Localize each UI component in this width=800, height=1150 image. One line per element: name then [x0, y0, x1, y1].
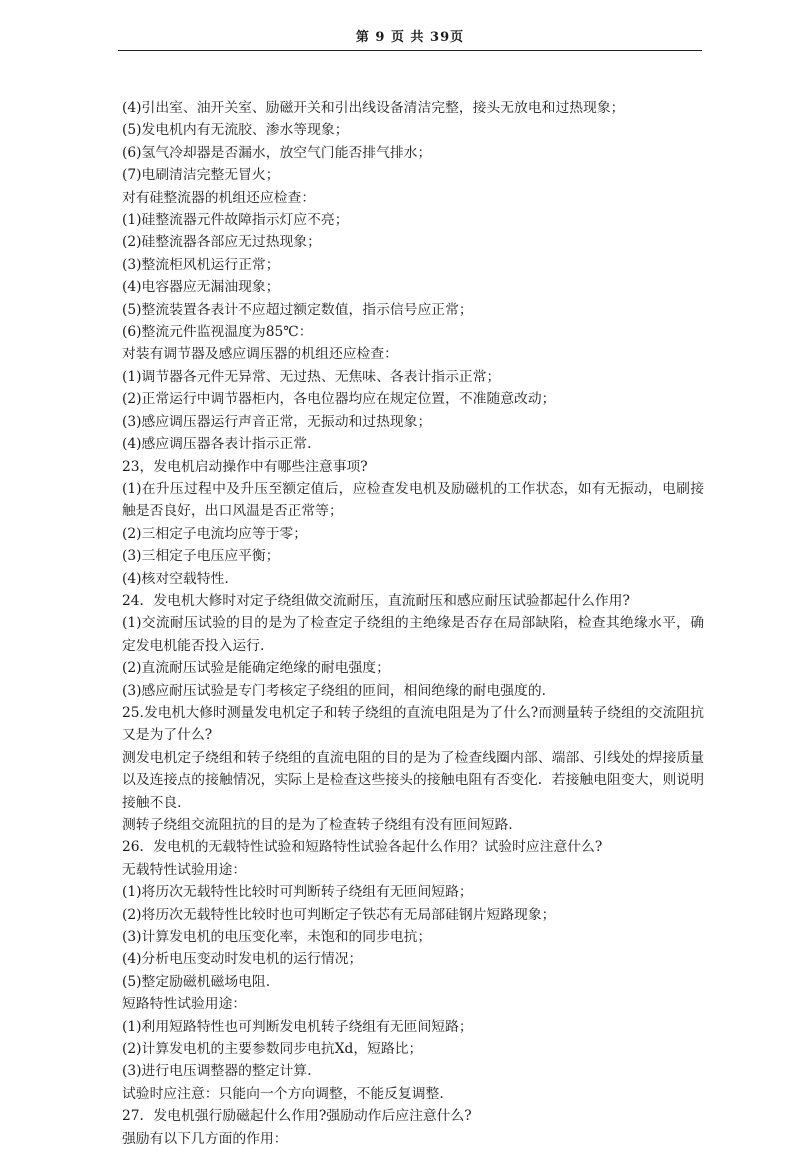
text-line: (3)三相定子电压应平衡； — [122, 548, 280, 565]
text-line: (2)计算发电机的主要参数同步电抗Xd，短路比； — [122, 1041, 423, 1058]
text-line: 测转子绕组交流阻抗的目的是为了检查转子绕组有没有匝间短路. — [122, 817, 513, 833]
text-line: (1)利用短路特性也可判断发电机转子绕组有无匝间短路； — [122, 1018, 473, 1035]
text-line: 对装有调节器及感应调压器的机组还应检查： — [122, 346, 398, 363]
text-line: 23，发电机启动操作中有哪些注意事项? — [122, 458, 368, 475]
text-line: (3)感应耐压试验是专门考核定子绕组的匝间，相间绝缘的耐电强度的. — [122, 682, 547, 699]
text-line: (5)发电机内有无流胶、渗水等现象； — [122, 122, 349, 139]
text-line: 试验时应注意：只能向一个方向调整，不能反复调整. — [122, 1085, 444, 1102]
text-line: (2)直流耐压试验是能确定绝缘的耐电强度； — [122, 660, 390, 677]
text-line: (1)将历次无载特性比较时可判断转子绕组有无匝间短路； — [122, 884, 473, 901]
text-line: (4)分析电压变动时发电机的运行情况； — [122, 951, 363, 968]
text-line: (2)硅整流器各部应无过热现象； — [122, 234, 321, 251]
text-line: (3)整流柜风机运行正常； — [122, 256, 280, 273]
text-line: (4)电容器应无漏油现象； — [122, 279, 280, 296]
text-line: 24．发电机大修时对定子绕组做交流耐压，直流耐压和感应耐压试验都起什么作用? — [122, 592, 630, 609]
text-line: (1)调节器各元件无异常、无过热、无焦味、各表计指示正常； — [122, 368, 501, 385]
text-line: 25.发电机大修时测量发电机定子和转子绕组的直流电阻是为了什么?而测量转子绕组的交流阻抗又是为了什么? — [122, 704, 704, 744]
text-line: (2)正常运行中调节器柜内，各电位器均应在规定位置，不准随意改动； — [122, 391, 556, 408]
text-line: (6)氢气冷却器是否漏水，放空气门能否排气排水； — [122, 144, 432, 161]
page-header — [118, 20, 702, 51]
text-line: 对有硅整流器的机组还应检查： — [122, 189, 316, 206]
text-line: (1)在升压过程中及升压至额定值后，应检查发电机及励磁机的工作状态，如有无振动，电刷接触是否良好，出口风温是否正常等； — [122, 480, 704, 520]
text-line: (7)电刷清洁完整无冒火； — [122, 167, 280, 184]
text-line: 无载特性试验用途： — [122, 861, 247, 878]
text-line: (2)三相定子电流均应等于零； — [122, 525, 308, 542]
text-line: (3)感应调压器运行声音正常，无振动和过热现象； — [122, 413, 432, 430]
text-line: (1)硅整流器元件故障指示灯应不亮； — [122, 212, 349, 229]
text-line: 强励有以下几方面的作用： — [122, 1130, 288, 1147]
text-line: (4)核对空载特性. — [122, 570, 229, 587]
text-line: (5)整定励磁机磁场电阻. — [122, 973, 271, 990]
text-line: 26．发电机的无载特性试验和短路特性试验各起什么作用？试验时应注意什么? — [122, 839, 603, 856]
page-number: 第 9 页 共 39页 — [355, 30, 465, 45]
text-line: 27．发电机强行励磁起什么作用?强励动作后应注意什么? — [122, 1108, 472, 1125]
text-line: 短路特性试验用途： — [122, 996, 247, 1013]
text-line: (5)整流装置各表计不应超过额定数值，指示信号应正常； — [122, 301, 473, 318]
text-line: (4)引出室、油开关室、励磁开关和引出线设备清洁完整，接头无放电和过热现象； — [122, 100, 625, 116]
text-line: (4)感应调压器各表计指示正常. — [122, 436, 312, 453]
text-line: (3)计算发电机的电压变化率，未饱和的同步电抗； — [122, 929, 432, 946]
text-line: (3)进行电压调整器的整定计算. — [122, 1063, 312, 1080]
text-line: (2)将历次无载特性比较时也可判断定子铁芯有无局部硅钢片短路现象； — [122, 906, 556, 923]
text-line: 测发电机定子绕组和转子绕组的直流电阻的目的是为了检查线圈内部、端部、引线处的焊接质量以及连接点的接触情况，实际上是检查这些接头的接触电阻有否变化．若接触电阻变大，则说明接触不良. — [122, 749, 704, 811]
document-body — [122, 97, 704, 1150]
text-line: (1)交流耐压试验的目的是为了检查定子绕组的主绝缘是否存在局部缺陷，检查其绝缘水平，确定发电机能否投入运行. — [122, 615, 704, 654]
text-line: (6)整流元件监视温度为85℃： — [122, 324, 313, 341]
